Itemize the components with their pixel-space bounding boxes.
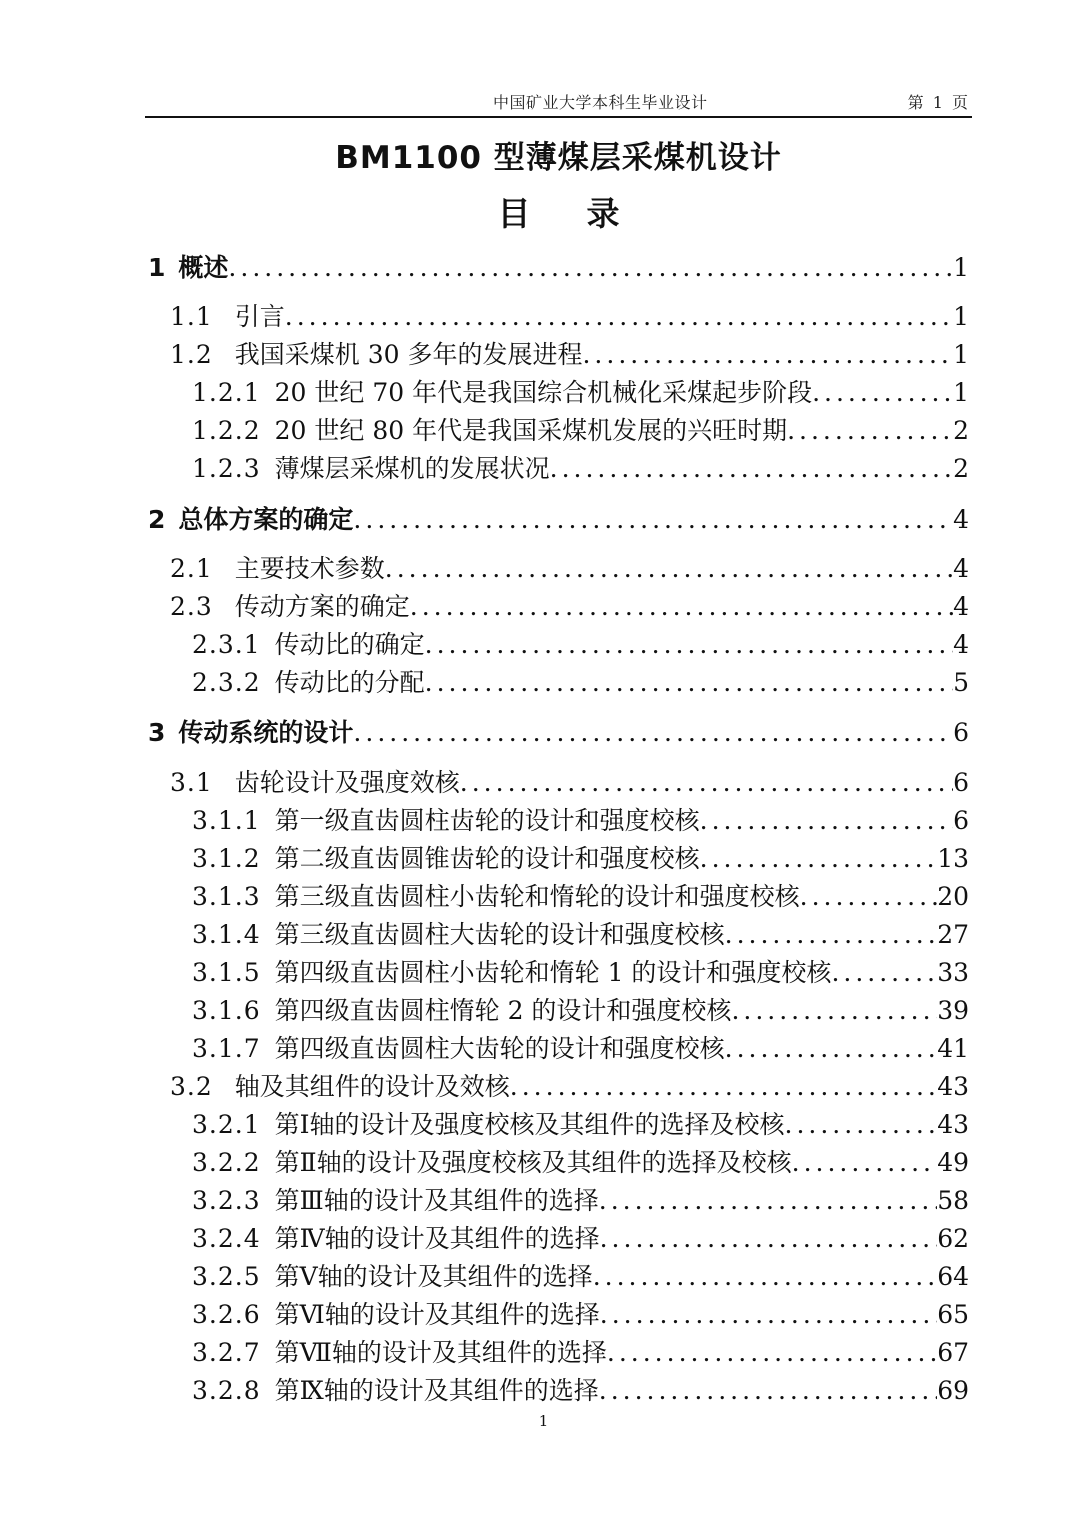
toc-entry-title: 第一级直齿圆柱齿轮的设计和强度校核: [274, 806, 700, 835]
toc-entry-number: 3.1.4: [192, 920, 261, 949]
toc-entry[interactable]: [192, 839, 969, 875]
toc-entry-page: 6: [953, 768, 969, 797]
toc-entry-number: 1.2: [170, 340, 213, 369]
toc-entry-title: 传动方案的确定: [234, 592, 410, 621]
toc-entry-number: 3.2.5: [192, 1262, 261, 1291]
toc-entry-title: 引言: [234, 302, 285, 331]
toc-entry[interactable]: [192, 915, 969, 951]
toc-entry-title: 第三级直齿圆柱大齿轮的设计和强度校核: [274, 920, 725, 949]
toc-entry[interactable]: [170, 587, 969, 623]
toc-entry-number: 1.2.1: [192, 378, 261, 407]
toc-entry-number: 3.2.4: [192, 1224, 261, 1253]
toc-entry[interactable]: [148, 500, 969, 536]
toc-leader-dots: [725, 1034, 938, 1063]
toc-entry[interactable]: [148, 248, 969, 284]
toc-entry-title: 第Ⅳ轴的设计及其组件的选择: [274, 1224, 600, 1253]
toc-leader-dots: [831, 958, 937, 987]
toc-entry-number: 3.2.3: [192, 1186, 261, 1215]
toc-entry-title: 20 世纪 70 年代是我国综合机械化采煤起步阶段: [274, 378, 813, 407]
toc-entry[interactable]: [192, 953, 969, 989]
toc-entry-page: 4: [953, 505, 969, 534]
toc-entry-number: 2.3.2: [192, 668, 261, 697]
toc-entry-page: 6: [953, 718, 969, 747]
toc-entry-number: 3.1.2: [192, 844, 261, 873]
toc-entry[interactable]: [148, 713, 969, 749]
toc-entry[interactable]: [170, 297, 969, 333]
toc-leader-dots: [425, 668, 953, 697]
toc-entry-number: 1.2.3: [192, 454, 261, 483]
toc-entry-number: 2: [148, 505, 167, 534]
toc-entry[interactable]: [192, 449, 969, 485]
toc-entry-page: 1: [953, 378, 969, 407]
toc-leader-dots: [792, 1148, 938, 1177]
toc-entry[interactable]: [192, 663, 969, 699]
toc-entry-number: 3.2: [170, 1072, 213, 1101]
toc-leader-dots: [607, 1338, 937, 1367]
toc-entry-number: 3.2.7: [192, 1338, 261, 1367]
toc-entry-title: 我国采煤机 30 多年的发展进程: [234, 340, 583, 369]
toc-entry[interactable]: [192, 1029, 969, 1065]
toc-leader-dots: [731, 996, 937, 1025]
header-page-label: 第 1 页: [907, 93, 970, 112]
toc-leader-dots: [425, 630, 953, 659]
toc-entry-title: 传动比的确定: [274, 630, 425, 659]
toc-leader-dots: [385, 554, 953, 583]
toc-entry[interactable]: [192, 1295, 969, 1331]
toc-entry-title: 第Ⅵ轴的设计及其组件的选择: [274, 1300, 600, 1329]
toc-leader-dots: [285, 302, 953, 331]
toc-entry-page: 2: [953, 454, 969, 483]
toc-entry-number: 3.1: [170, 768, 213, 797]
toc-entry-page: 4: [953, 630, 969, 659]
toc-entry-title: 第Ⅶ轴的设计及其组件的选择: [274, 1338, 607, 1367]
toc-leader-dots: [812, 378, 953, 407]
toc-entry-page: 62: [937, 1224, 969, 1253]
toc-entry-number: 3.1.1: [192, 806, 261, 835]
toc-entry[interactable]: [192, 801, 969, 837]
toc-entry-page: 4: [953, 592, 969, 621]
toc-entry[interactable]: [170, 335, 969, 371]
toc-entry-page: 49: [937, 1148, 969, 1177]
toc-leader-dots: [600, 1224, 938, 1253]
toc-entry-number: 2.3: [170, 592, 213, 621]
toc-entry-number: 3.1.3: [192, 882, 261, 911]
toc-entry-page: 39: [937, 996, 969, 1025]
toc-entry-title: 第Ⅴ轴的设计及其组件的选择: [274, 1262, 593, 1291]
toc-entry-number: 1.2.2: [192, 416, 261, 445]
toc-entry-title: 总体方案的确定: [178, 505, 354, 534]
toc-entry[interactable]: [192, 877, 969, 913]
page-footer-number: 1: [538, 1412, 549, 1430]
toc-entry-page: 65: [937, 1300, 969, 1329]
toc-entry-page: 67: [937, 1338, 969, 1367]
toc-entry-page: 6: [953, 806, 969, 835]
toc-entry-title: 传动比的分配: [274, 668, 425, 697]
toc-leader-dots: [599, 1376, 937, 1405]
toc-entry-number: 3.2.2: [192, 1148, 261, 1177]
toc-entry-title: 第Ⅲ轴的设计及其组件的选择: [274, 1186, 599, 1215]
toc-entry-title: 第二级直齿圆锥齿轮的设计和强度校核: [274, 844, 700, 873]
toc-entry-page: 1: [953, 340, 969, 369]
toc-leader-dots: [550, 454, 953, 483]
toc-entry-page: 2: [953, 416, 969, 445]
toc-leader-dots: [593, 1262, 938, 1291]
toc-entry-page: 58: [937, 1186, 969, 1215]
toc-entry[interactable]: [192, 1257, 969, 1293]
toc-entry-page: 20: [937, 882, 969, 911]
toc-entry-page: 4: [953, 554, 969, 583]
toc-entry-page: 27: [937, 920, 969, 949]
toc-entry[interactable]: [170, 1067, 969, 1103]
toc-entry-title: 第Ⅰ轴的设计及强度校核及其组件的选择及校核: [274, 1110, 785, 1139]
toc-entry[interactable]: [192, 991, 969, 1027]
toc-entry-title: 20 世纪 80 年代是我国采煤机发展的兴旺时期: [274, 416, 788, 445]
header-school: 中国矿业大学本科生毕业设计: [493, 93, 708, 112]
toc-entry-title: 第四级直齿圆柱惰轮 2 的设计和强度校核: [274, 996, 732, 1025]
toc-entry[interactable]: [192, 1105, 969, 1141]
toc-leader-dots: [582, 340, 953, 369]
toc-entry-number: 3.1.6: [192, 996, 261, 1025]
toc-entry[interactable]: [170, 549, 969, 585]
toc-entry-number: 1: [148, 253, 167, 282]
toc-entry-title: 第四级直齿圆柱大齿轮的设计和强度校核: [274, 1034, 725, 1063]
toc-entry-title: 第Ⅸ轴的设计及其组件的选择: [274, 1376, 599, 1405]
toc-entry-title: 第三级直齿圆柱小齿轮和惰轮的设计和强度校核: [274, 882, 800, 911]
toc-heading-char-1: 目: [497, 194, 531, 233]
toc-entry-page: 64: [937, 1262, 969, 1291]
toc-entry-number: 3.2.6: [192, 1300, 261, 1329]
toc-entry-title: 轴及其组件的设计及效核: [234, 1072, 510, 1101]
toc-leader-dots: [787, 416, 953, 445]
toc-leader-dots: [800, 882, 938, 911]
toc-entry-title: 齿轮设计及强度效核: [234, 768, 460, 797]
toc-entry-number: 3.1.5: [192, 958, 261, 987]
toc-entry-number: 3.1.7: [192, 1034, 261, 1063]
document-title: BM1100 型薄煤层采煤机设计: [335, 140, 782, 176]
toc-leader-dots: [725, 920, 938, 949]
toc-entry[interactable]: [192, 1333, 969, 1369]
toc-leader-dots: [510, 1072, 937, 1101]
toc-entry-title: 薄煤层采煤机的发展状况: [274, 454, 550, 483]
toc-entry-page: 1: [953, 302, 969, 331]
toc-entry[interactable]: [192, 373, 969, 409]
toc-entry[interactable]: [170, 763, 969, 799]
toc-leader-dots: [785, 1110, 938, 1139]
toc-entry[interactable]: [192, 1143, 969, 1179]
toc-entry[interactable]: [192, 1371, 969, 1407]
toc-entry[interactable]: [192, 1181, 969, 1217]
toc-leader-dots: [599, 1186, 937, 1215]
toc-leader-dots: [353, 718, 953, 747]
toc-leader-dots: [460, 768, 953, 797]
toc-entry[interactable]: [192, 1219, 969, 1255]
toc-leader-dots: [700, 806, 953, 835]
toc-entry-page: 43: [937, 1110, 969, 1139]
toc-entry-number: 2.3.1: [192, 630, 261, 659]
toc-heading-char-2: 录: [586, 194, 620, 233]
toc-entry-title: 第四级直齿圆柱小齿轮和惰轮 1 的设计和强度校核: [274, 958, 832, 987]
toc-entry-number: 1.1: [170, 302, 213, 331]
toc-entry-number: 3.2.1: [192, 1110, 261, 1139]
toc-leader-dots: [600, 1300, 937, 1329]
toc-entry-page: 13: [937, 844, 969, 873]
toc-entry-number: 2.1: [170, 554, 213, 583]
toc-leader-dots: [700, 844, 938, 873]
toc-entry[interactable]: [192, 625, 969, 661]
toc-entry-title: 传动系统的设计: [178, 718, 354, 747]
toc-leader-dots: [410, 592, 953, 621]
toc-entry-page: 69: [937, 1376, 969, 1405]
toc-entry-page: 1: [953, 253, 969, 282]
toc-entry-title: 主要技术参数: [234, 554, 385, 583]
toc-entry-page: 33: [937, 958, 969, 987]
toc-leader-dots: [353, 505, 953, 534]
toc-entry-number: 3: [148, 718, 167, 747]
toc-entry-page: 5: [953, 668, 969, 697]
toc-entry-title: 概述: [178, 253, 229, 282]
toc-entry-number: 3.2.8: [192, 1376, 261, 1405]
toc-leader-dots: [228, 253, 953, 282]
toc-entry-page: 43: [937, 1072, 969, 1101]
toc-entry-page: 41: [937, 1034, 969, 1063]
toc-entry-title: 第Ⅱ轴的设计及强度校核及其组件的选择及校核: [274, 1148, 792, 1177]
toc-entry[interactable]: [192, 411, 969, 447]
